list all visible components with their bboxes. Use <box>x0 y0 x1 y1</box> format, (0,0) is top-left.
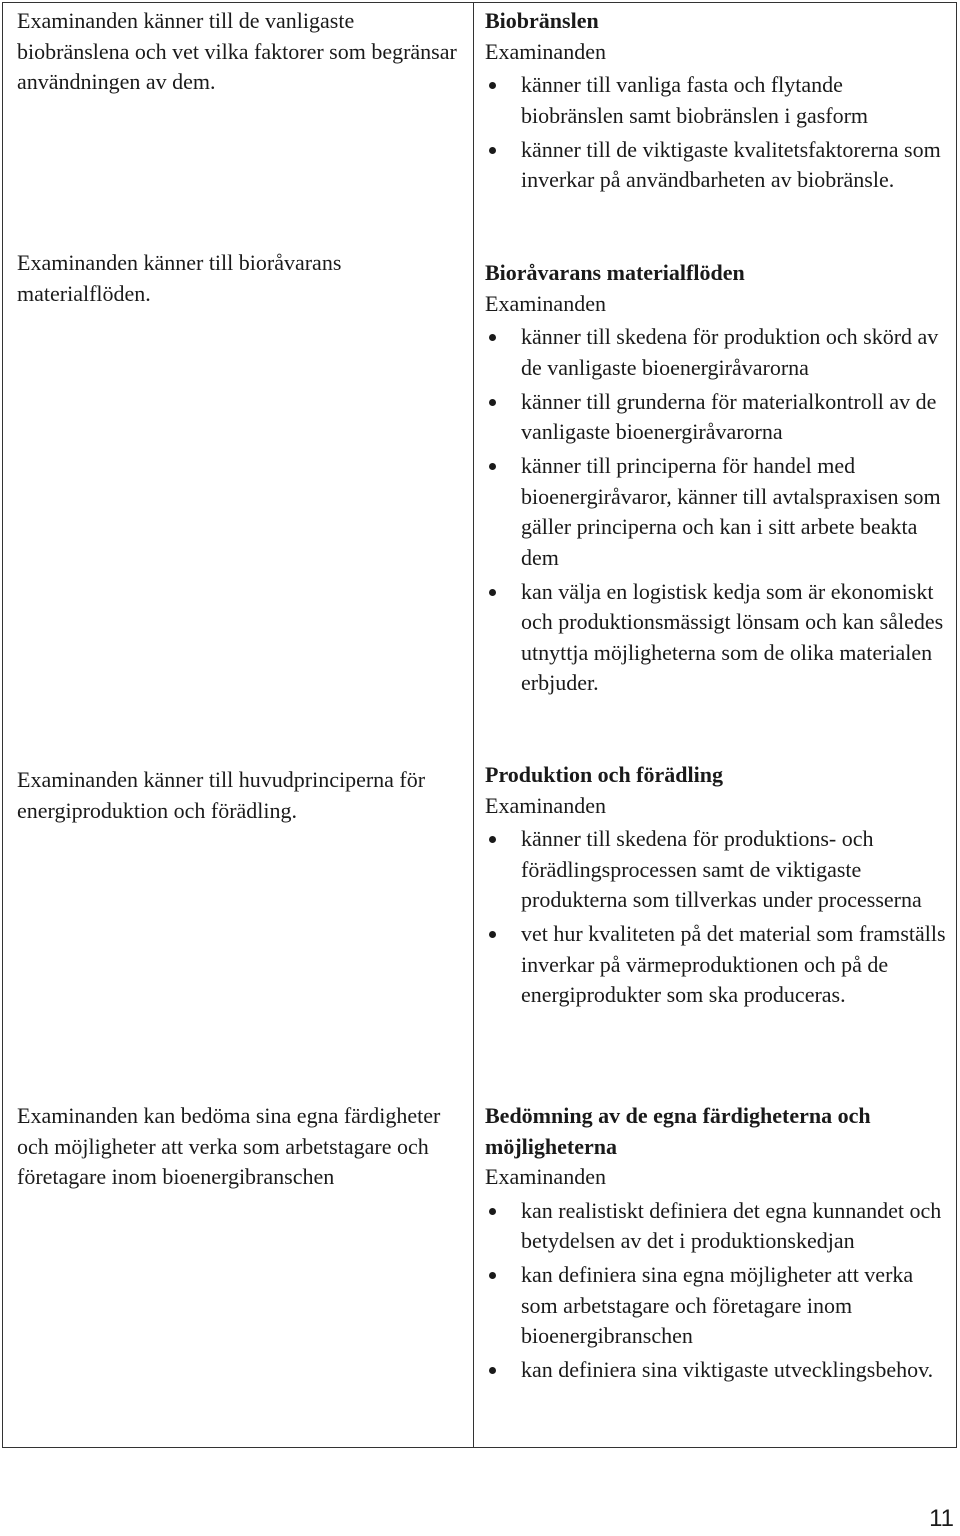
section-title: Bioråvarans materialflöden <box>485 260 745 285</box>
section-subtitle: Examinanden <box>485 1164 606 1189</box>
section-self-assessment <box>485 1101 951 1389</box>
section-production <box>485 760 951 1014</box>
criteria-table <box>2 2 957 1448</box>
list-item: känner till skedena för produktion och skörd av de vanligaste bioenergiråvarorna <box>485 322 951 383</box>
list-item: känner till skedena för produktions- och förädlingsprocessen samt de viktigaste produkterna som tillverkas under processerna <box>485 824 951 916</box>
section-title: Biobränslen <box>485 8 599 33</box>
bullet-list <box>485 322 951 699</box>
list-item: kan definiera sina viktigaste utvecklingsbehov. <box>485 1355 951 1386</box>
section-subtitle: Examinanden <box>485 792 606 818</box>
column-divider <box>473 3 474 1447</box>
list-item: känner till principerna för handel med bioenergiråvaror, känner till avtalspraxisen som gäller principerna och kan i sitt arbete beakta dem <box>485 451 951 573</box>
left-cell-biofuels: Examinanden känner till de vanligaste biobränslena och vet vilka faktorer som begränsar användningen av dem. <box>17 8 457 94</box>
section-material-flows <box>485 258 951 702</box>
list-item: kan definiera sina egna möjligheter att verka som arbetstagare och företagare inom bioenergibranschen <box>485 1260 951 1352</box>
list-item: känner till vanliga fasta och flytande biobränslen samt biobränslen i gasform <box>485 70 951 131</box>
list-item: kan välja en logistisk kedja som är ekonomiskt och produktionsmässigt lönsam och kan således utnyttja möjligheterna som de olika materialen erbjuder. <box>485 577 951 699</box>
section-title: Bedömning av de egna färdigheterna och möjligheterna <box>485 1103 871 1159</box>
section-subtitle: Examinanden <box>485 290 606 316</box>
list-item: kan realistiskt definiera det egna kunnandet och betydelsen av det i produktionskedjan <box>485 1196 951 1257</box>
bullet-list <box>485 1196 951 1386</box>
list-item: vet hur kvaliteten på det material som framställs inverkar på värmeproduktionen och på de energiprodukter som ska produceras. <box>485 919 951 1011</box>
bullet-list <box>485 824 951 1011</box>
left-cell-material-flows: Examinanden känner till bioråvarans materialflöden. <box>17 250 342 306</box>
section-biofuels <box>485 6 951 199</box>
page-number: 11 <box>929 1505 954 1532</box>
left-cell-production: Examinanden känner till huvudprinciperna för energiproduktion och förädling. <box>17 767 426 823</box>
bullet-list <box>485 70 951 196</box>
section-subtitle: Examinanden <box>485 38 606 64</box>
section-title: Produktion och förädling <box>485 762 723 787</box>
list-item: känner till de viktigaste kvalitetsfaktorerna som inverkar på användbarheten av biobränsle. <box>485 135 951 196</box>
list-item: känner till grunderna för materialkontroll av de vanligaste bioenergiråvarorna <box>485 387 951 448</box>
left-cell-self-assessment: Examinanden kan bedöma sina egna färdigheter och möjligheter att verka som arbetstagare och företagare inom bioenergibranschen <box>17 1103 441 1189</box>
